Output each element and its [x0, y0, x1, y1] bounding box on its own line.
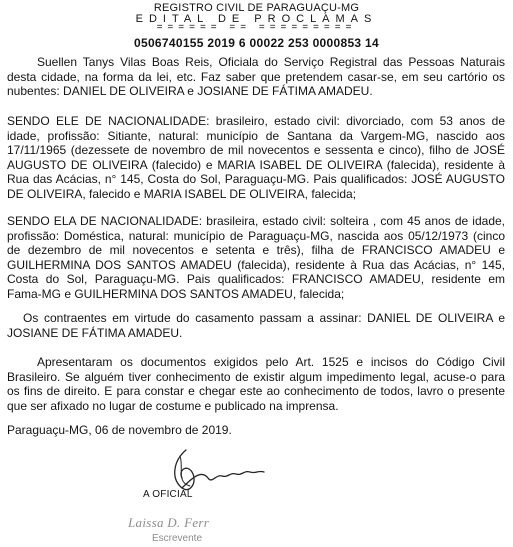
intro-paragraph: Suellen Tanys Vilas Boas Reis, Oficiala do Serviço Registral das Pessoas Naturais desta cidade, na forma da lei, etc. Faz saber que pretendem casar-se, em seu cartório os nubentes: DANIEL DE OLIVEIRA e JOSIANE DE FÁTIMA AMADEU.: [7, 55, 505, 99]
stamp-role: Escrevente: [152, 533, 203, 544]
groom-paragraph: SENDO ELE DE NACIONALIDADE: brasileiro, estado civil: divorciado, com 53 anos de idade, profissão: Sitiante, natural: município de Santana da Vargem-MG, nascido aos 17/11/1965 (dezessete de novembro de mil novecentos e sessenta e cinco), filho de JOSÉ AUGUSTO DE OLIVEIRA (falecido) e MARIA ISABEL DE OLIVEIRA (falecida), residente à Rua das Acácias, n° 145, Costa do Sol, Paraguaçu-MG. Pais qualificados: JOSÉ AUGUSTO DE OLIVEIRA, falecido e MARIA ISABEL DE OLIVEIRA, falecida;: [7, 114, 505, 201]
bride-paragraph: SENDO ELA DE NACIONALIDADE: brasileira, estado civil: solteira , com 45 anos de idade, profissão: Doméstica, natural: município de Paraguaçu-MG, nascida aos 05/12/1973 (cinco de dezembro de mil novecentos e setenta e três), filha de FRANCISCO AMADEU e GUILHERMINA DOS SANTOS AMADEU (falecida), residente à Rua das Acácias, n° 145, Costa do Sol, Paraguaçu-MG. Pais qualificados: FRANCISCO AMADEU, residente em Fama-MG e GUILHERMINA DOS SANTOS AMADEU, falecida;: [7, 214, 505, 301]
documents-paragraph: Apresentaram os documentos exigidos pelo Art. 1525 e incisos do Código Civil Brasileiro. Se alguém tiver conhecimento de existir algum impedimento legal, acuse-o para os fins de direito. E para constar e chegar este ao conhecimento de todos, lavro o presente que ser afixado no lugar de costume e publicado na imprensa.: [7, 355, 505, 413]
place-date: Paraguaçu-MG, 06 de novembro de 2019.: [7, 423, 232, 437]
stamp-name: Laissa D. Ferr: [128, 515, 210, 530]
signature-role: A OFICIAL: [143, 489, 193, 500]
names-paragraph: Os contraentes em virtude do casamento passam a assinar: DANIEL DE OLIVEIRA e JOSIANE DE FÁTIMA AMADEU.: [7, 311, 505, 340]
registry-number: 0506740155 2019 6 00022 253 0000853 14: [134, 36, 379, 50]
title-underline: ====== == =========: [156, 22, 357, 33]
office-name: REGISTRO CIVIL DE PARAGUAÇU-MG: [153, 2, 360, 14]
document-title: EDITAL DE PROCLAMAS: [135, 13, 378, 25]
